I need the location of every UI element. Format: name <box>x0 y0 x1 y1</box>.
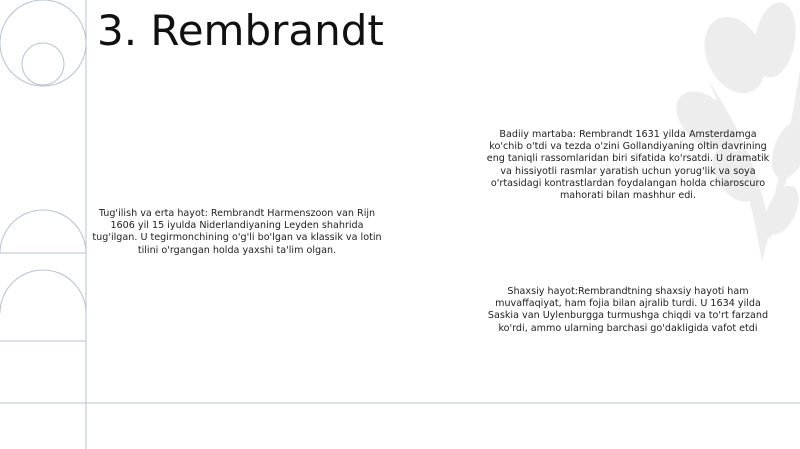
page-title: 3. Rembrandt <box>97 6 384 55</box>
early-life-text: Tug'ilish va erta hayot: Rembrandt Harmenszoon van Rijn 1606 yil 15 iyulda Niderlandiyaning Leyden shahrida tug'ilgan. U tegirmonchining o'g'li bo'lgan va klassik va lotin tilini o'rgangan holda yaxshi ta'lim olgan. <box>92 208 382 256</box>
career-text: Badiiy martaba: Rembrandt 1631 yilda Amsterdamga ko'chib o'tdi va tezda o'zini Gollandiyaning oltin davrining eng taniqli rassomlaridan biri sifatida ko'rsatdi. U dramatik va hissiyotli rasmlar yaratish uchun yorug'lik va soya o'rtasidagi kontrastlardan foydalangan holda chiaroscuro mahorati bilan mashhur edi. <box>486 129 770 202</box>
personal-life-text: Shaxsiy hayot:Rembrandtning shaxsiy hayoti ham muvaffaqiyat, ham fojia bilan ajralib turdi. U 1634 yilda Saskia van Uylenburgga turmushga chiqdi va to'rt farzand ko'rdi, ammo ularning barchasi go'dakligida vafot etdi <box>487 286 769 334</box>
